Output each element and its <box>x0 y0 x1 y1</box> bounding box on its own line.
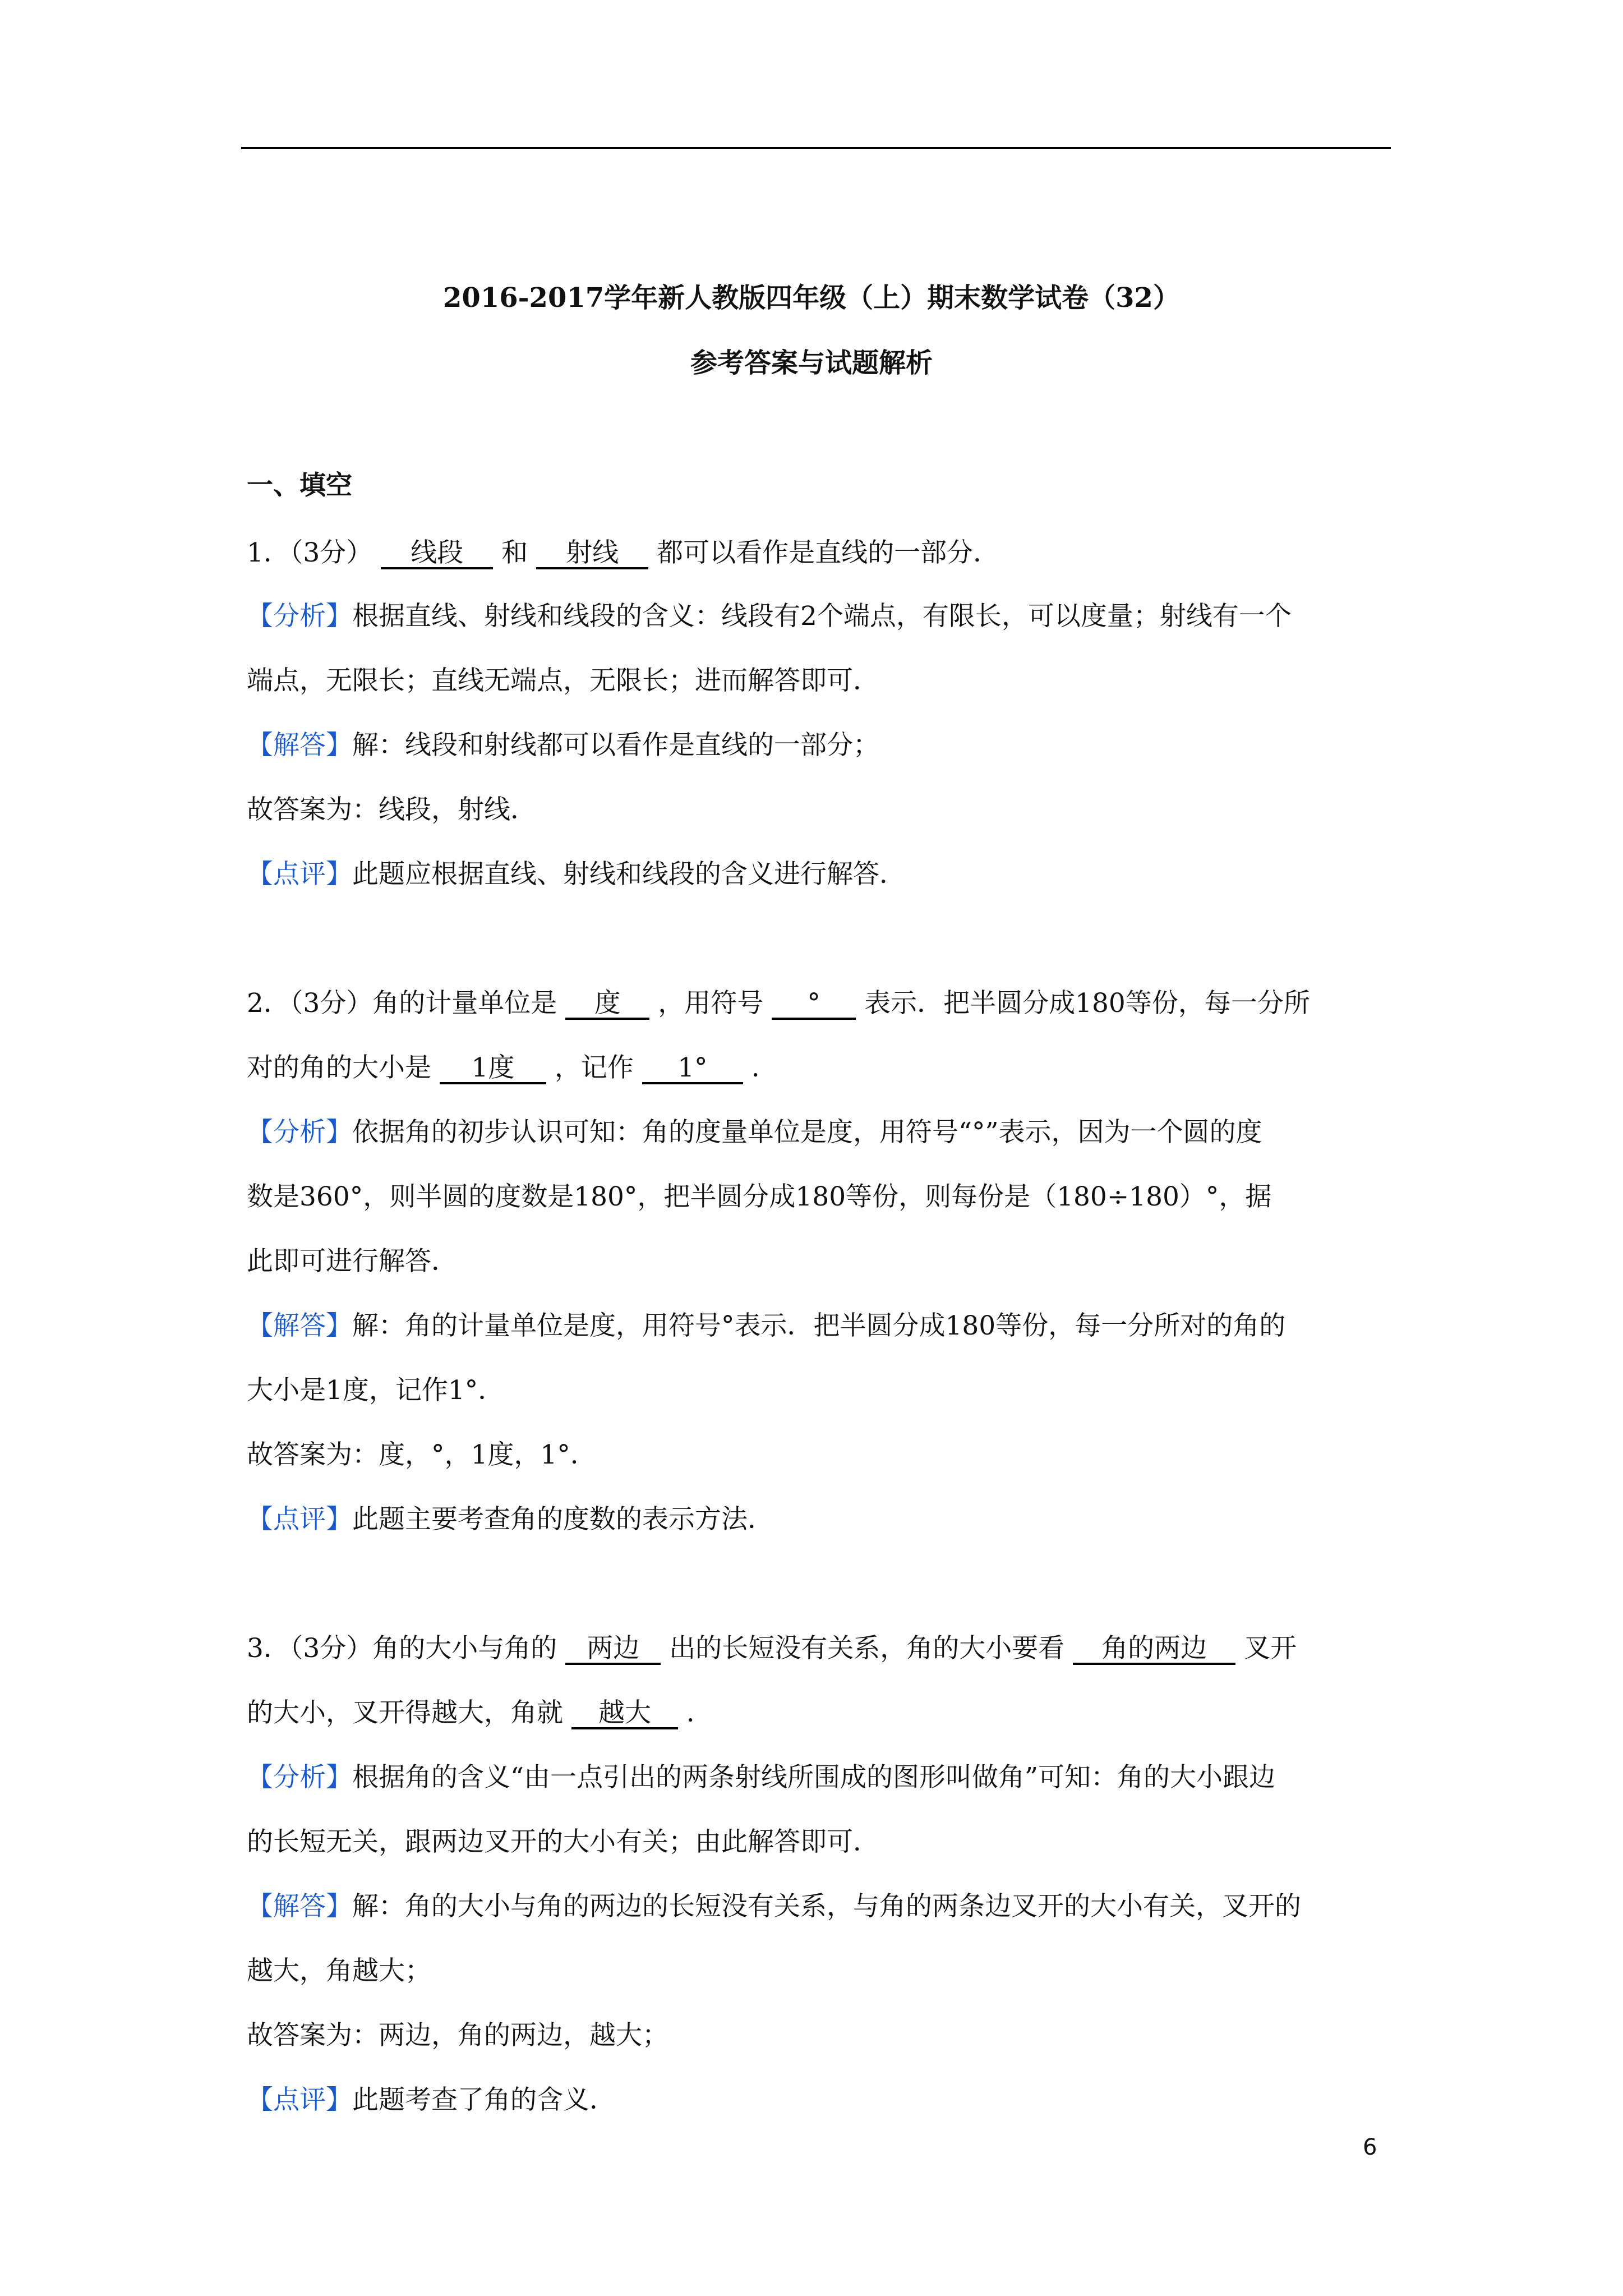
q2-blank-4: 1° <box>642 1055 743 1084</box>
section-title: 一、填空 <box>247 470 352 501</box>
q3-final-answer: 故答案为：两边，角的两边，越大； <box>247 2020 668 2051</box>
q3-analysis-line-2: 的长短无关，跟两边叉开的大小有关；由此解答即可． <box>247 1826 879 1857</box>
answer-tag: 【解答】 <box>247 1891 352 1922</box>
analysis-tag: 【分析】 <box>247 1117 352 1148</box>
q2-text-5: ． <box>751 1052 778 1083</box>
q2-comment <box>247 1506 774 1533</box>
question-2 <box>247 990 1310 1020</box>
q2-text-4: ，记作 <box>554 1052 634 1083</box>
q3-answer-line-1 <box>247 1893 1301 1920</box>
comment-tag: 【点评】 <box>247 1504 352 1535</box>
answer-tag: 【解答】 <box>247 730 352 761</box>
question-3-line-2 <box>247 1697 713 1729</box>
q2-blank-3: 1度 <box>440 1055 546 1084</box>
q2-analysis-text-1: 依据角的初步认识可知：角的度量单位是度，用符号“°”表示，因为一个圆的度 <box>352 1117 1262 1148</box>
q2-final-answer: 故答案为：度，°，1度，1°． <box>247 1439 597 1470</box>
q2-text-2: 表示．把半圆分成180等份，每一分所 <box>864 988 1310 1019</box>
q3-blank-3: 越大 <box>571 1700 678 1729</box>
analysis-tag: 【分析】 <box>247 1762 352 1793</box>
q1-blank-1: 线段 <box>381 540 493 569</box>
page-title: 2016-2017学年新人教版四年级（上）期末数学试卷（32） <box>443 282 1180 314</box>
analysis-tag: 【分析】 <box>247 601 352 632</box>
q1-analysis-line-1 <box>247 601 1292 632</box>
q2-text-3: 对的角的大小是 <box>247 1052 431 1083</box>
q1-analysis-text-1: 根据直线、射线和线段的含义：线段有2个端点，有限长，可以度量；射线有一个 <box>352 601 1292 632</box>
header-rule <box>241 147 1391 149</box>
q3-blank-1: 两边 <box>565 1635 661 1665</box>
comment-tag: 【点评】 <box>247 2085 352 2115</box>
q1-final-answer: 故答案为：线段，射线． <box>247 794 537 825</box>
q3-comment <box>247 2087 616 2113</box>
q3-blank-2: 角的两边 <box>1073 1635 1235 1665</box>
page-number: 6 <box>1363 2134 1377 2160</box>
q3-answer-line-2: 越大，角越大； <box>247 1955 431 1986</box>
comment-tag: 【点评】 <box>247 859 352 890</box>
q3-comment-text: 此题考查了角的含义． <box>352 2085 616 2115</box>
question-3 <box>247 1635 1297 1665</box>
q2-answer-line-2: 大小是1度，记作1°． <box>247 1375 505 1406</box>
q3-text-2: 叉开 <box>1244 1633 1297 1664</box>
q1-answer-text-1: 解：线段和射线都可以看作是直线的一部分； <box>352 730 879 761</box>
q2-answer-text-1: 解：角的计量单位是度，用符号°表示．把半圆分成180等份，每一分所对的角的 <box>352 1310 1286 1341</box>
q1-comment <box>247 859 906 890</box>
q3-number: 3．（3分）角的大小与角的 <box>247 1633 557 1664</box>
q1-blank-2: 射线 <box>536 540 648 569</box>
q1-analysis-line-2: 端点，无限长；直线无端点，无限长；进而解答即可． <box>247 665 879 696</box>
q3-text-4: ． <box>686 1697 713 1728</box>
q2-comment-text: 此题主要考查角的度数的表示方法． <box>352 1504 774 1535</box>
q3-analysis-line-1 <box>247 1764 1275 1791</box>
answer-tag: 【解答】 <box>247 1310 352 1341</box>
question-1 <box>247 537 1000 569</box>
q1-text-2: 都可以看作是直线的一部分． <box>657 537 1000 568</box>
q3-text-1: 出的长短没有关系，角的大小要看 <box>669 1633 1065 1664</box>
q1-number: 1．（3分） <box>247 537 373 568</box>
q1-answer-line-1 <box>247 730 879 761</box>
q3-text-3: 的大小，叉开得越大，角就 <box>247 1697 563 1728</box>
q2-analysis-line-2: 数是360°，则半圆的度数是180°，把半圆分成180等份，则每份是（180÷180）°，据 <box>247 1181 1272 1212</box>
page-subtitle: 参考答案与试题解析 <box>690 347 933 379</box>
q3-analysis-text-1: 根据角的含义“由一点引出的两条射线所围成的图形叫做角”可知：角的大小跟边 <box>352 1762 1276 1793</box>
q1-comment-text: 此题应根据直线、射线和线段的含义进行解答． <box>352 859 906 890</box>
q2-analysis-line-1 <box>247 1117 1262 1148</box>
q2-number: 2．（3分）角的计量单位是 <box>247 988 557 1019</box>
q1-text-1: 和 <box>501 537 528 568</box>
q2-answer-line-1 <box>247 1310 1286 1341</box>
q3-answer-text-1: 解：角的大小与角的两边的长短没有关系，与角的两条边叉开的大小有关，叉开的 <box>352 1891 1301 1922</box>
q2-text-1: ，用符号 <box>658 988 764 1019</box>
q2-blank-2: ° <box>772 990 856 1020</box>
q2-blank-1: 度 <box>565 990 649 1020</box>
question-2-line-2 <box>247 1052 778 1084</box>
q2-analysis-line-3: 此即可进行解答． <box>247 1246 458 1277</box>
